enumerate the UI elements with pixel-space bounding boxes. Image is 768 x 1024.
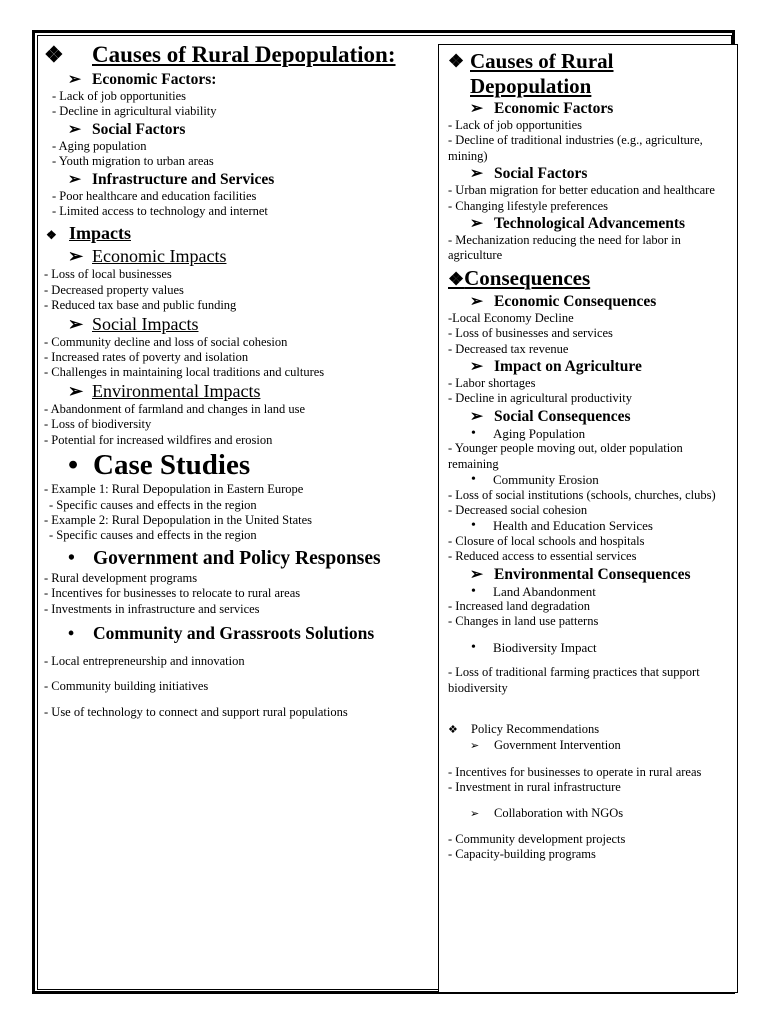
arrow-bullet-icon: ➢: [470, 740, 480, 753]
environmental-impacts-heading: ➢ Environmental Impacts: [68, 380, 261, 401]
bullet-dot-icon: •: [68, 622, 75, 643]
list-item: - Urban migration for better education and healthcare: [448, 183, 715, 198]
arrow-bullet-icon: ➢: [68, 246, 84, 267]
list-item: - Loss of traditional farming practices that support biodiversity: [448, 665, 700, 695]
economic-consequences-heading: ➢ Economic Consequences: [470, 292, 657, 310]
economic-impacts-heading: ➢ Economic Impacts: [68, 246, 227, 267]
government-heading: • Government and Policy Responses: [68, 547, 381, 569]
list-item: - Incentives for businesses to operate in rural areas: [448, 764, 702, 779]
list-item: - Aging population: [52, 138, 147, 153]
list-item: - Community development projects: [448, 832, 626, 846]
list-item: - Decreased property values: [44, 282, 184, 297]
list-item: - Local entrepreneurship and innovation: [44, 653, 245, 668]
left-infrastructure-heading: ➢ Infrastructure and Services: [68, 170, 275, 188]
arrow-bullet-icon: ➢: [68, 313, 84, 334]
diamond-bullet-icon: ❖: [46, 228, 57, 243]
arrow-bullet-icon: ➢: [68, 170, 81, 188]
list-item: - Changes in land use patterns: [448, 614, 599, 629]
list-item: - Decline in agricultural productivity: [448, 391, 632, 406]
arrow-bullet-icon: ➢: [68, 71, 81, 88]
list-item: - Rural development programs: [44, 570, 198, 585]
arrow-bullet-icon: ➢: [470, 407, 483, 425]
list-item: - Decline in agricultural viability: [52, 104, 217, 119]
case-studies-heading: • Case Studies: [68, 449, 251, 482]
social-consequences-heading: ➢ Social Consequences: [470, 407, 631, 425]
right-tech-heading: ➢ Technological Advancements: [470, 215, 686, 233]
list-item: - Loss of local businesses: [44, 267, 172, 282]
diamond-bullet-icon: ❖: [448, 51, 465, 71]
social-impacts-heading: ➢ Social Impacts: [68, 313, 199, 334]
bullet-community-erosion: • Community Erosion: [448, 472, 733, 487]
right-column: [438, 44, 738, 993]
bullet-aging-population: • Aging Population: [448, 426, 733, 441]
list-item: - Community building initiatives: [44, 679, 209, 694]
list-item: - Younger people moving out, older population remaining: [448, 441, 683, 471]
ngo-heading: ➢ Collaboration with NGOs: [448, 806, 733, 822]
list-item: - Reduced access to essential services: [448, 549, 637, 564]
list-item: - Decreased tax revenue: [448, 341, 569, 356]
government-intervention-heading: ➢ Government Intervention: [448, 738, 733, 754]
left-column: [44, 40, 436, 720]
list-item: -Local Economy Decline: [448, 310, 574, 325]
diamond-bullet-icon: ❖: [448, 268, 465, 289]
list-item: - Mechanization reducing the need for labor in agriculture: [448, 233, 681, 263]
diamond-bullet-icon: ❖: [448, 723, 458, 736]
list-item: - Decline of traditional industries (e.g., agriculture, mining): [448, 133, 703, 163]
list-item: - Investments in infrastructure and services: [44, 601, 260, 616]
list-item: - Poor healthcare and education facilities: [52, 188, 257, 203]
right-title: ❖ Causes of Rural Depopulation: [448, 49, 614, 98]
arrow-bullet-icon: ➢: [470, 292, 483, 310]
right-social-factors-heading: ➢ Social Factors: [470, 165, 588, 183]
right-economic-factors-heading: ➢ Economic Factors: [470, 100, 614, 117]
bullet-biodiversity: • Biodiversity Impact: [448, 640, 733, 655]
left-economic-factors-heading: ➢ Economic Factors:: [68, 71, 217, 88]
impacts-heading: ❖ Impacts: [44, 222, 436, 246]
arrow-bullet-icon: ➢: [470, 807, 480, 820]
list-item: - Investment in rural infrastructure: [448, 780, 621, 795]
list-item: - Reduced tax base and public funding: [44, 298, 237, 313]
list-item: - Youth migration to urban areas: [52, 154, 214, 169]
list-item: - Abandonment of farmland and changes in land use: [44, 401, 306, 416]
list-item: - Closure of local schools and hospitals: [448, 533, 645, 548]
arrow-bullet-icon: ➢: [470, 565, 483, 583]
agriculture-heading: ➢ Impact on Agriculture: [470, 358, 642, 376]
arrow-bullet-icon: ➢: [470, 100, 483, 117]
list-item: - Labor shortages: [448, 376, 536, 391]
community-heading: • Community and Grassroots Solutions: [68, 622, 375, 643]
list-item: - Incentives for businesses to relocate to rural areas: [44, 586, 301, 601]
bullet-land-abandonment: • Land Abandonment: [448, 584, 733, 599]
list-item: - Limited access to technology and internet: [52, 204, 268, 219]
list-item: - Increased land degradation: [448, 598, 590, 613]
arrow-bullet-icon: ➢: [68, 120, 81, 138]
left-social-factors-heading: ➢ Social Factors: [68, 120, 186, 138]
diamond-bullet-icon: ❖: [44, 42, 64, 67]
list-item: - Example 2: Rural Depopulation in the United States: [44, 512, 312, 527]
list-item: - Changing lifestyle preferences: [448, 198, 609, 213]
list-item: - Challenges in maintaining local traditions and cultures: [44, 365, 325, 380]
arrow-bullet-icon: ➢: [470, 358, 483, 376]
list-item: - Specific causes and effects in the region: [49, 528, 257, 543]
bullet-health-education: • Health and Education Services: [448, 518, 733, 533]
policy-heading: ❖ Policy Recommendations: [448, 722, 733, 738]
arrow-bullet-icon: ➢: [470, 165, 483, 183]
list-item: - Specific causes and effects in the region: [49, 497, 257, 512]
list-item: - Capacity-building programs: [448, 847, 596, 862]
list-item: - Lack of job opportunities: [448, 118, 582, 132]
left-title: ❖ Causes of Rural Depopulation:: [44, 40, 436, 70]
bullet-dot-icon: •: [68, 547, 75, 569]
list-item: - Use of technology to connect and support rural populations: [44, 704, 348, 719]
arrow-bullet-icon: ➢: [470, 215, 483, 233]
list-item: - Lack of job opportunities: [52, 89, 186, 103]
arrow-bullet-icon: ➢: [68, 380, 84, 401]
consequences-heading: ❖Consequences: [448, 265, 591, 290]
list-item: - Loss of social institutions (schools, churches, clubs): [448, 487, 716, 502]
environmental-consequences-heading: ➢ Environmental Consequences: [470, 565, 691, 583]
list-item: - Loss of businesses and services: [448, 326, 613, 341]
list-item: - Potential for increased wildfires and erosion: [44, 432, 273, 447]
list-item: - Example 1: Rural Depopulation in Eastern Europe: [44, 482, 304, 497]
list-item: - Decreased social cohesion: [448, 502, 588, 517]
list-item: - Increased rates of poverty and isolation: [44, 350, 249, 365]
bullet-dot-icon: •: [68, 449, 79, 482]
list-item: - Loss of biodiversity: [44, 417, 152, 432]
list-item: - Community decline and loss of social cohesion: [44, 334, 288, 349]
